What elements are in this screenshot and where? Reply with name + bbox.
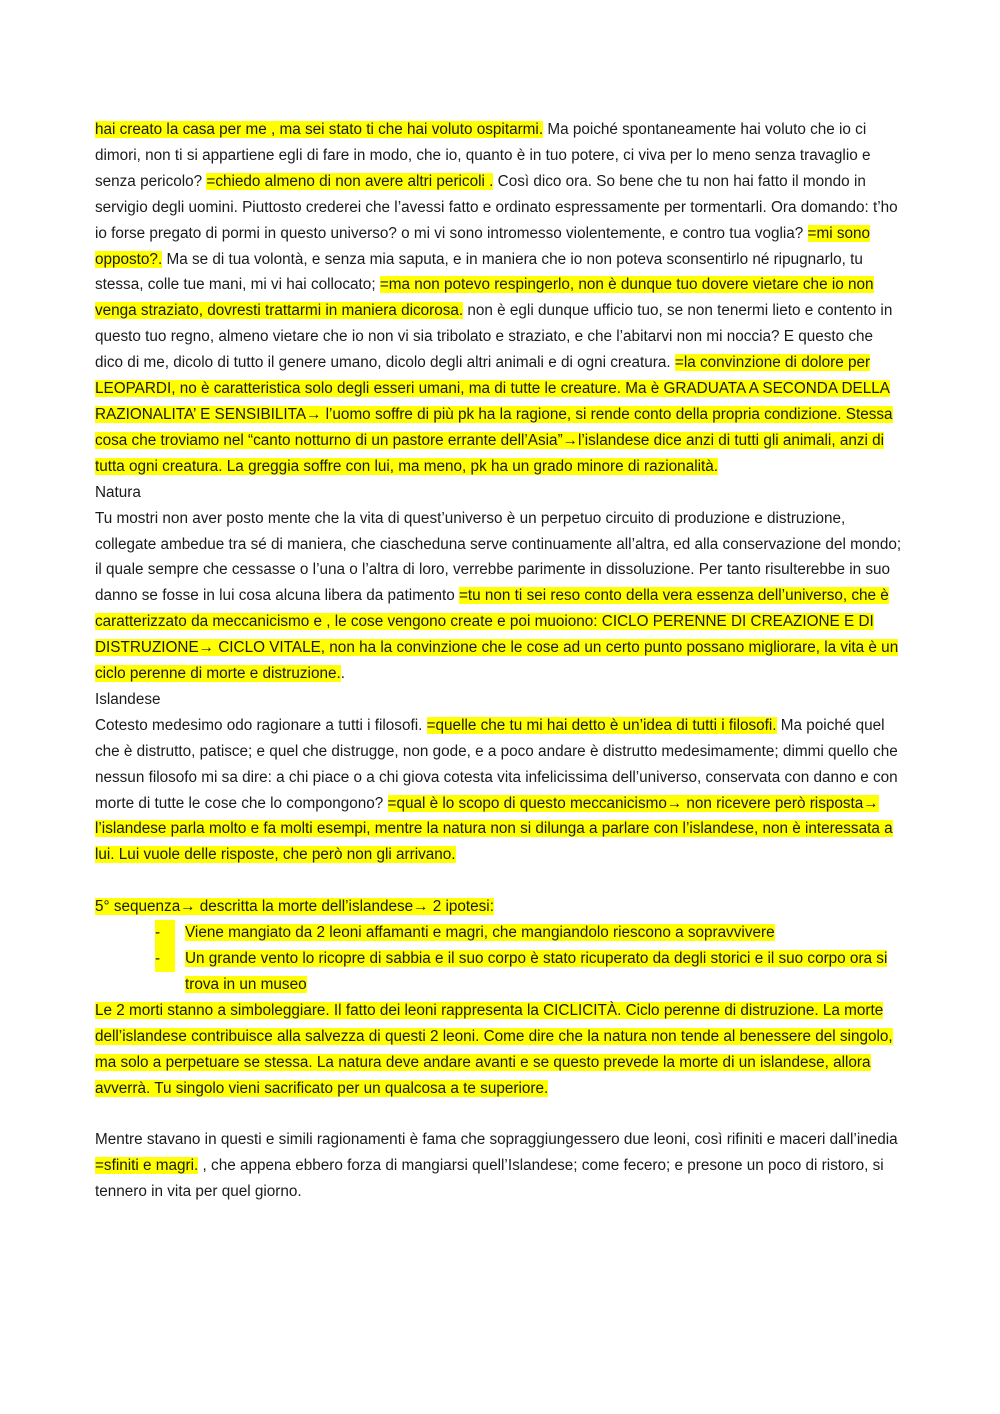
paragraph-interpretation: Le 2 morti stanno a simboleggiare. Il fatto dei leoni rappresenta la CICLICITÀ. Ciclo perenne di distruzione. La morte dell’islandese contribuisce alla salvezza di questi 2 leoni. Come dire che la natura non tende al benessere del singolo, ma solo a perpetuare se stessa. La natura deve andare avanti e se questo prevede la morte di un islandese, allora avverrà. Tu singolo vieni sacrificato per un qualcosa a te superiore. — [95, 1001, 893, 1097]
paragraph-islandese-question — [95, 713, 905, 868]
dash-bullet: - — [155, 920, 175, 946]
dash-bullet: - — [155, 946, 175, 972]
speaker-label-natura: Natura — [95, 483, 141, 501]
highlighted-note: =la convinzione di dolore per LEOPARDI, no è caratteristica solo degli esseri umani, ma di tutte le creature. Ma è GRADUATA A SECONDA DELLA RAZIONALITA’ E SENSIBILITA→ l’uomo soffre di più pk ha la ragione, si rende conto della propria condizione. Stessa cosa che troviamo nel “canto notturno di un pastore errante dell’Asia”→l’islandese dice anzi di tutti gli animali, anzi di tutta ogni creatura. La greggia soffre con lui, ma meno, pk ha un grado minore di razionalità. — [95, 354, 893, 475]
paragraph-ending — [95, 1127, 905, 1205]
list-item: - Un grande vento lo ricopre di sabbia e il suo corpo è stato ricuperato da degli storici e il suo corpo ora si trova in un museo — [95, 946, 905, 998]
blank-line — [95, 1101, 905, 1127]
text-segment: Ma se di tua volontà, e senza mia saputa, e in maniera che io non poteva sconsentirlo né ripugnarlo, tu stessa, colle tue mani, mi vi hai collocato; — [95, 250, 863, 294]
highlighted-note: =ma non potevo respingerlo, non è dunque tuo dovere vietare che io non venga straziato, dovresti trattarmi in maniera dicorosa. — [95, 276, 874, 320]
text-segment: Tu mostri non aver posto mente che la vita di quest’universo è un perpetuo circuito di produzione e distruzione, collegate ambedue tra sé di maniera, che ciascheduna serve continuamente all’altra, ed alla conservazione del mondo; il quale sempre che cessasse o l’una o l’altra di loro, verrebbe parimente in dissoluzione. Per tanto risulterebbe in suo danno se fosse in lui cosa alcuna libera da patimento — [95, 509, 902, 605]
text-segment: Ma poiché spontaneamente hai voluto che io ci dimori, non ti si appartiene egli di fare in modo, che io, quanto è in tuo potere, ci viva per lo meno senza travaglio e senza pericolo? — [95, 121, 871, 190]
text-segment: , che appena ebbero forza di mangiarsi quell’Islandese; come fecero; e presone un poco di ristoro, si tennero in vita per quel giorno. — [95, 1157, 884, 1201]
text-segment: non è egli dunque ufficio tuo, se non tenermi lieto e contento in questo tuo regno, almeno vietare che io non vi sia tribolato e straziato, e che l’abitarvi non mi noccia? E questo che dico di me, dicolo di tutto il genere umano, dicolo degli altri animali e di ogni creatura. — [95, 302, 893, 372]
speaker-label-islandese: Islandese — [95, 690, 161, 708]
highlighted-note: =quelle che tu mi hai detto è un’idea di tutti i filosofi. — [426, 716, 777, 734]
highlighted-note: hai creato la casa per me , ma sei stato ti che hai voluto ospitarmi. — [95, 121, 544, 138]
highlighted-note: =tu non ti sei reso conto della vera essenza dell’universo, che è caratterizzato da meccanicismo e , le cose vengono create e poi muoiono: CICLO PERENNE DI CREAZIONE E DI DISTRUZIONE→ CICLO VITALE, non ha la convinzione che le cose ad un certo punto possano migliorare, la vita è un ciclo perenne di morte e distruzione. — [95, 587, 899, 683]
highlighted-note: =qual è lo scopo di questo meccanicismo→ non ricevere però risposta→ l’islandese parla molto e fa molti esempi, mentre la natura non si dilunga a parlare con l’islandese, non è interessata a lui. Lui vuole delle risposte, che però non gli arrivano. — [95, 794, 893, 864]
highlighted-note: =sfiniti e magri. — [95, 1157, 199, 1175]
paragraph-natura-reply — [95, 506, 905, 687]
list-item: - Viene mangiato da 2 leoni affamanti e magri, che mangiandolo riescono a sopravvivere — [95, 920, 905, 946]
hypotheses-list — [95, 920, 905, 998]
text-segment: Mentre stavano in questi e simili ragionamenti è fama che sopraggiungessero due leoni, così rifiniti e maceri dall’inedia — [95, 1131, 898, 1149]
text-segment: Ma poiché quel che è distrutto, patisce; e quel che distrugge, non gode, e a poco andare è distrutto medesimamente; dimmi quello che nessun filosofo mi sa dire: a chi piace o a chi giova cotesta vita infelicissima dell’universo, conservata con danno e con morte di tutte le cose che lo compongono? — [95, 716, 898, 812]
blank-line — [95, 868, 905, 894]
highlighted-note: =chiedo almeno di non avere altri pericoli . — [206, 172, 494, 190]
text-segment: . — [340, 665, 345, 683]
text-segment: Cotesto medesimo odo ragionare a tutti i filosofi. — [95, 716, 427, 734]
paragraph-islandese-complaint — [95, 117, 905, 480]
document-page — [95, 117, 905, 1205]
text-segment: Così dico ora. So bene che tu non hai fatto il mondo in servigio degli uomini. Piuttosto crederei che l’avessi fatto e ordinato espressamente per tormentarli. Ora domando: t’ho io forse pregato di pormi in questo universo? o mi vi sono intromesso violentemente, e contro tua voglia? — [95, 172, 898, 242]
highlighted-note: =mi sono opposto?. — [95, 224, 871, 268]
sequence-heading: 5° sequenza→ descritta la morte dell’islandese→ 2 ipotesi: — [95, 898, 494, 916]
